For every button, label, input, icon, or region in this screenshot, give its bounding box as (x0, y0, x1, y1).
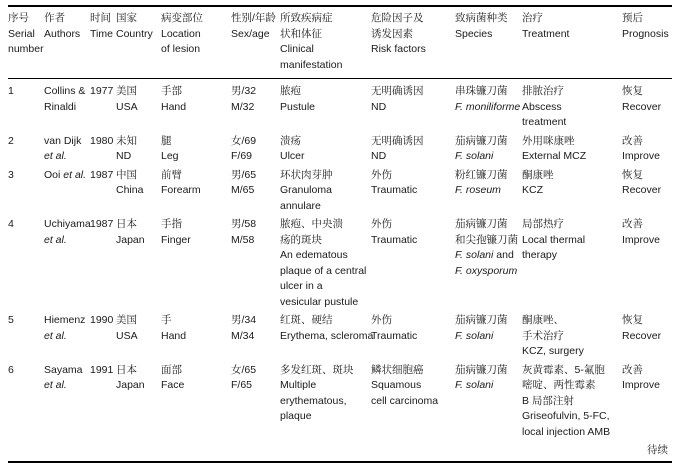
cell-location (161, 79, 231, 133)
column-header-treatment (522, 7, 622, 79)
cell-line: F. solani (455, 329, 494, 342)
cell-line: 手 (161, 314, 172, 326)
cell-line: 序号 (8, 12, 29, 24)
cell-line: Treatment (522, 27, 570, 40)
cell-line: 3 (8, 168, 14, 181)
cell-country (116, 133, 161, 167)
cell-line: F. solani (455, 379, 494, 391)
cell-line: 女/69 (231, 134, 257, 147)
cell-time (90, 167, 116, 217)
cell-clinical (280, 362, 371, 443)
table-row (8, 133, 672, 167)
cell-treatment (522, 133, 622, 167)
cell-line: 疡的斑块 (280, 233, 322, 246)
cell-line: therapy (522, 249, 558, 261)
cell-location (161, 362, 231, 443)
cell-line: treatment (522, 116, 567, 128)
cell-line: 1980 (90, 134, 114, 147)
cell-line: 脓疱、中央溃 (280, 218, 343, 230)
cell-line: ND (371, 150, 387, 162)
cell-line: Hand (161, 100, 187, 113)
column-header-time (90, 7, 116, 79)
cell-line: Prognosis (622, 27, 669, 40)
cell-line: Traumatic (371, 233, 418, 246)
cell-line: Traumatic (371, 329, 418, 342)
cell-line: 腿 (161, 134, 172, 147)
cell-location (161, 312, 231, 362)
cell-line: 致病菌种类 (455, 12, 508, 24)
cell-line: 酮康唑、 (522, 314, 564, 326)
cell-species (455, 133, 522, 167)
cell-line: 4 (8, 218, 14, 230)
cell-line: 外伤 (371, 218, 392, 230)
cell-risk (371, 79, 455, 133)
table-row (8, 167, 672, 217)
cell-line: Improve (622, 150, 660, 162)
cell-line: F. solani and (455, 249, 514, 261)
cell-serial (8, 79, 44, 133)
header-row (8, 7, 672, 79)
cell-clinical (280, 79, 371, 133)
cell-prognosis (622, 133, 672, 167)
table-row (8, 362, 672, 443)
cell-line: 恢复 (622, 168, 643, 181)
cell-treatment (522, 362, 622, 443)
cell-line: Improve (622, 233, 660, 246)
cell-line: KCZ, surgery (522, 345, 584, 357)
column-header-clinical (280, 7, 371, 79)
cell-line: F. moniliforme (455, 100, 521, 113)
cell-line: 危险因子及 (371, 12, 424, 24)
cell-line: Face (161, 379, 185, 391)
cell-line: 手术治疗 (522, 329, 564, 342)
cell-line: 灰黄霉素、5-氟胞 (522, 363, 605, 376)
cell-line: Granuloma (280, 184, 332, 196)
cell-line: 性别/年龄 (231, 12, 276, 24)
cell-line: Clinical (280, 43, 314, 55)
cell-line: 男/65 (231, 168, 257, 181)
cell-line: Squamous (371, 379, 422, 391)
cell-line: Ooi et al. (44, 168, 87, 181)
cell-line: number (8, 43, 44, 55)
cell-serial (8, 216, 44, 312)
cell-time (90, 362, 116, 443)
cell-clinical (280, 312, 374, 362)
column-header-risk (371, 7, 455, 79)
cell-line: ND (371, 100, 387, 113)
cell-line: local injection AMB (522, 425, 611, 438)
cell-prognosis (622, 216, 672, 312)
cell-line: Erythema, scleroma (280, 329, 374, 342)
cell-line: 酮康唑 (522, 168, 554, 181)
cell-line: Location (161, 27, 201, 40)
cell-line: 时间 (90, 12, 111, 24)
cell-line: M/58 (231, 233, 255, 246)
cell-line: 手部 (161, 85, 182, 97)
column-header-prognosis (622, 7, 672, 79)
cell-line: 1987 (90, 218, 114, 230)
table-row (8, 216, 672, 312)
cell-line: et al. (44, 379, 67, 391)
cell-line: 手指 (161, 218, 182, 230)
cell-line: 改善 (622, 363, 643, 376)
cell-line: Country (116, 27, 153, 40)
cell-country (116, 79, 161, 133)
cell-species (455, 216, 522, 312)
cell-prognosis (622, 362, 672, 443)
cell-line: Traumatic (371, 184, 418, 196)
table-row (8, 79, 672, 133)
cell-line: B 局部注射 (522, 394, 574, 407)
cell-line: 日本 (116, 363, 137, 376)
cell-clinical (280, 216, 371, 312)
cell-line: 茄病镰刀菌 (455, 218, 508, 230)
cell-line: 状和体征 (280, 27, 322, 40)
cell-line: 外用咪康唑 (522, 134, 575, 147)
cell-line: 恢复 (622, 85, 643, 97)
cell-line: 男/34 (231, 314, 257, 326)
cell-line: Ulcer (280, 150, 305, 162)
cell-serial (8, 362, 44, 443)
cell-line: erythematous, (280, 394, 347, 407)
cell-line: Sayama (44, 363, 83, 376)
cell-treatment (522, 79, 622, 133)
cell-line: 6 (8, 363, 14, 376)
cell-authors (44, 362, 90, 443)
cell-line: 改善 (622, 218, 643, 230)
cell-line: Serial (8, 27, 35, 40)
cell-line: Hiemenz (44, 314, 86, 326)
cell-line: Collins & (44, 85, 86, 97)
cell-line: Finger (161, 233, 191, 246)
cell-line: Time (90, 27, 113, 40)
cell-line: plaque (280, 410, 312, 422)
fusarium-case-table-sheet (8, 5, 672, 463)
cell-species (455, 167, 522, 217)
cell-line: 男/58 (231, 218, 257, 230)
cell-line: et al. (44, 329, 67, 342)
cell-line: 1990 (90, 314, 114, 326)
cell-line: 1 (8, 85, 14, 97)
cell-clinical (280, 133, 371, 167)
cell-line: 嘧啶、两性霉素 (522, 379, 596, 391)
cell-location (161, 133, 231, 167)
cell-line: Japan (116, 379, 145, 391)
cell-line: Sex/age (231, 27, 270, 40)
cell-line: 作者 (44, 12, 65, 24)
cell-species (455, 79, 522, 133)
cell-line: 恢复 (622, 314, 643, 326)
column-header-authors (44, 7, 90, 79)
cell-line: 改善 (622, 134, 643, 147)
cell-line: 和尖孢镰刀菌 (455, 233, 518, 246)
table-row (8, 312, 672, 362)
cell-authors (44, 133, 90, 167)
cell-line: Rinaldi (44, 100, 77, 113)
cell-authors (44, 312, 90, 362)
cell-line: 粉红镰刀菌 (455, 168, 508, 181)
cell-sex-age (231, 216, 280, 312)
cell-line: 外伤 (371, 168, 392, 181)
cell-line: 未知 (116, 134, 137, 147)
cell-line: Uchiyama (44, 218, 91, 230)
cell-prognosis (622, 79, 672, 133)
cell-treatment (522, 312, 622, 362)
cell-line: 多发红斑、斑块 (280, 363, 354, 376)
cell-line: of lesion (161, 43, 201, 55)
cell-line: 5 (8, 314, 14, 326)
cell-line: 美国 (116, 85, 137, 97)
column-header-country (116, 7, 161, 79)
cell-line: 1977 (90, 85, 114, 97)
cell-line: 茄病镰刀菌 (455, 134, 508, 147)
cell-authors (44, 79, 90, 133)
cell-line: Leg (161, 150, 179, 162)
cell-line: USA (116, 100, 138, 113)
cell-line: 局部热疗 (522, 218, 564, 230)
cell-line: 诱发因素 (371, 27, 413, 40)
cell-line: 排脓治疗 (522, 85, 564, 97)
cell-sex-age (231, 79, 280, 133)
cell-line: M/34 (231, 329, 255, 342)
cell-line: Species (455, 27, 493, 40)
cell-time (90, 216, 116, 312)
cell-line: 1991 (90, 363, 114, 376)
cell-line: 美国 (116, 314, 137, 326)
cell-line: 茄病镰刀菌 (455, 363, 508, 376)
cell-authors (44, 167, 90, 217)
cell-sex-age (231, 133, 280, 167)
cell-country (116, 312, 161, 362)
cell-line: Risk factors (371, 43, 426, 55)
cell-line: et al. (44, 233, 67, 246)
table-body (8, 79, 672, 443)
cell-line: 红斑、硬结 (280, 314, 333, 326)
cell-risk (371, 312, 455, 362)
cell-time (90, 79, 116, 133)
cell-line: 女/65 (231, 363, 257, 376)
cell-sex-age (231, 167, 280, 217)
cell-line: F/65 (231, 379, 253, 391)
cell-line: 脓疱 (280, 85, 301, 97)
cell-time (90, 133, 116, 167)
cell-line: M/65 (231, 184, 255, 196)
cell-line: Recover (622, 329, 662, 342)
fusarium-case-table (8, 7, 672, 442)
cell-line: Japan (116, 233, 145, 246)
cell-species (455, 312, 522, 362)
cell-line: USA (116, 329, 138, 342)
cell-treatment (522, 216, 622, 312)
cell-line: 1987 (90, 168, 114, 181)
cell-line: plaque of a central (280, 264, 367, 277)
cell-line: Local thermal (522, 233, 586, 246)
cell-line: et al. (44, 150, 67, 162)
cell-line: 无明确诱因 (371, 85, 424, 97)
cell-line: annulare (280, 199, 321, 212)
cell-risk (371, 216, 455, 312)
column-header-location (161, 7, 231, 79)
cell-prognosis (622, 312, 672, 362)
cell-risk (371, 133, 455, 167)
cell-line: 鳞状细胞癌 (371, 363, 424, 376)
cell-line: 串珠镰刀菌 (455, 85, 508, 97)
cell-species (455, 362, 522, 443)
column-header-species (455, 7, 522, 79)
cell-location (161, 167, 231, 217)
cell-sex-age (231, 362, 280, 443)
cell-serial (8, 167, 44, 217)
cell-line: 溃疡 (280, 134, 301, 147)
cell-line: KCZ (522, 184, 543, 196)
cell-treatment (522, 167, 622, 217)
cell-authors (44, 216, 90, 312)
cell-prognosis (622, 167, 672, 217)
cell-risk (371, 362, 455, 443)
cell-line: Multiple (280, 379, 317, 391)
cell-line: F. solani (455, 150, 494, 162)
cell-serial (8, 133, 44, 167)
cell-line: F/69 (231, 150, 253, 162)
cell-risk (371, 167, 455, 217)
cell-serial (8, 312, 44, 362)
cell-line: 2 (8, 134, 14, 147)
cell-country (116, 216, 161, 312)
cell-line: 中国 (116, 168, 137, 181)
cell-line: Abscess (522, 100, 562, 113)
cell-line: Recover (622, 184, 662, 196)
cell-line: M/32 (231, 100, 255, 113)
cell-line: 病变部位 (161, 12, 203, 24)
cell-line: An edematous (280, 249, 348, 261)
cell-country (116, 167, 161, 217)
cell-line: 日本 (116, 218, 137, 230)
cell-time (90, 312, 116, 362)
cell-line: 国家 (116, 12, 137, 24)
cell-country (116, 362, 161, 443)
cell-line: cell carcinoma (371, 394, 439, 407)
cell-line: ND (116, 150, 132, 162)
column-header-sex-age (231, 7, 280, 79)
cell-line: External MCZ (522, 150, 587, 162)
cell-line: 治疗 (522, 12, 543, 24)
cell-line: 环状肉芽肿 (280, 168, 333, 181)
cell-sex-age (231, 312, 280, 362)
cell-line: F. roseum (455, 184, 501, 196)
cell-line: 外伤 (371, 314, 392, 326)
cell-line: ulcer in a (280, 280, 323, 292)
cell-line: Authors (44, 27, 81, 40)
cell-line: 前臂 (161, 168, 182, 181)
cell-line: 预后 (622, 12, 643, 24)
cell-line: van Dijk (44, 134, 82, 147)
column-header-serial (8, 7, 44, 79)
cell-line: Improve (622, 379, 660, 391)
cell-line: China (116, 184, 144, 196)
cell-line: Pustule (280, 100, 316, 113)
continued-note: 待续 (647, 444, 668, 456)
cell-line: 面部 (161, 363, 182, 376)
cell-line: Recover (622, 100, 662, 113)
cell-clinical (280, 167, 371, 217)
cell-line: F. oxysporum (455, 264, 518, 277)
cell-line: 所致疾病症 (280, 12, 333, 24)
cell-line: manifestation (280, 58, 343, 71)
cell-line: 男/32 (231, 85, 257, 97)
cell-line: 无明确诱因 (371, 134, 424, 147)
cell-line: Hand (161, 329, 187, 342)
cell-line: Griseofulvin, 5-FC, (522, 410, 610, 422)
cell-location (161, 216, 231, 312)
cell-line: vesicular pustule (280, 295, 359, 308)
cell-line: 茄病镰刀菌 (455, 314, 508, 326)
cell-line: Forearm (161, 184, 201, 196)
